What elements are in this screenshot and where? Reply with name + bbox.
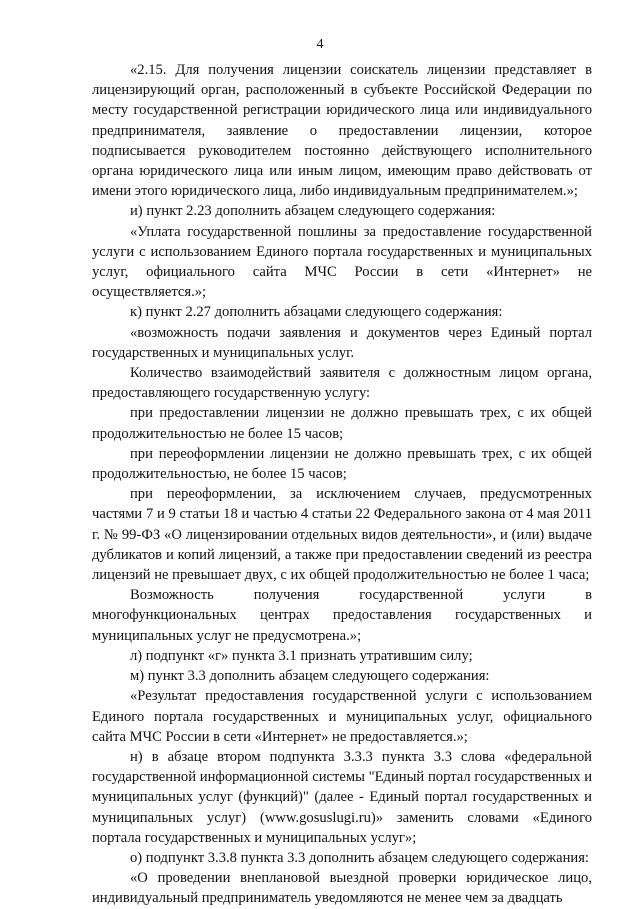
paragraph-license-reissue: при переоформлении лицензии не должно превышать трех, с их общей продолжительностью, не более 15 часов;	[92, 445, 592, 483]
paragraph-item-k: к) пункт 2.27 дополнить абзацами следующего содержания:	[130, 304, 503, 321]
paragraph-interactions-count: Количество взаимодействий заявителя с должностным лицом органа, предоставляющего государственную услугу:	[92, 365, 592, 402]
paragraph-item-i: и) пункт 2.23 дополнить абзацем следующего содержания:	[130, 203, 496, 220]
page-number: 4	[316, 37, 324, 52]
paragraph-item-l: л) подпункт «г» пункта 3.1 признать утратившим силу;	[130, 647, 473, 664]
document-body	[92, 60, 592, 909]
paragraph-fee-note: «Уплата государственной пошлины за предоставление государственной услуги с использованием Единого портала государственных и муниципальных услуг, официального сайта МЧС России в сети «Интернет» не осуществляется.»;	[92, 223, 592, 301]
paragraph-item-m: м) пункт 3.3 дополнить абзацем следующего содержания:	[130, 668, 490, 685]
paragraph-2-15: «2.15. Для получения лицензии соискатель лицензии представляет в лицензирующий орган, расположенный в субъекте Российской Федерации по месту государственной регистрации юридического лица или индивидуального предпринимателя, заявление о предоставлении лицензии, которое подписывается руководителем постоянно действующего исполнительного органа юридического лица или иным лицом, имеющим право действовать от имени этого юридического лица, либо индивидуальным предпринимателем.»;	[92, 62, 592, 200]
paragraph-reissue-exceptions: при переоформлении, за исключением случаев, предусмотренных частями 7 и 9 статьи 18 и частью 4 статьи 22 Федерального закона от 4 мая 2011 г. № 99-ФЗ «О лицензировании отдельных видов деятельности», и (или) выдаче дубликатов и копий лицензий, а также при предоставлении сведений из реестра лицензий не превышает двух, с их общей продолжительностью не более 1 часа;	[92, 486, 592, 584]
paragraph-mfc: Возможность получения государственной услуги в многофункциональных центрах предоставления государственных и муниципальных услуг не предусмотрена.»;	[92, 587, 592, 644]
paragraph-license-issue: при предоставлении лицензии не должно превышать трех, с их общей продолжительностью не более 15 часов;	[92, 405, 592, 442]
paragraph-item-o: о) подпункт 3.3.8 пункта 3.3 дополнить абзацем следующего содержания:	[130, 849, 589, 866]
paragraph-portal-submission: «возможность подачи заявления и документов через Единый портал государственных и муниципальных услуг.	[92, 324, 592, 361]
paragraph-result-note: «Результат предоставления государственной услуги с использованием Единого портала государственных и муниципальных услуг, официального сайта МЧС России в сети «Интернет» не предоставляется.»;	[92, 688, 592, 745]
paragraph-item-n: н) в абзаце втором подпункта 3.3.3 пункта 3.3 слова «федеральной государственной информационной системы "Единый портал государственных и муниципальных услуг (функций)" (далее - Единый портал государственных и муниципальных услуг) (www.gosuslugi.ru)» заменить словами «Единого портала государственных и муниципальных услуг»;	[92, 748, 592, 846]
paragraph-inspection-notice: «О проведении внеплановой выездной проверки юридическое лицо, индивидуальный предприниматель уведомляются не менее чем за двадцать	[92, 870, 592, 907]
